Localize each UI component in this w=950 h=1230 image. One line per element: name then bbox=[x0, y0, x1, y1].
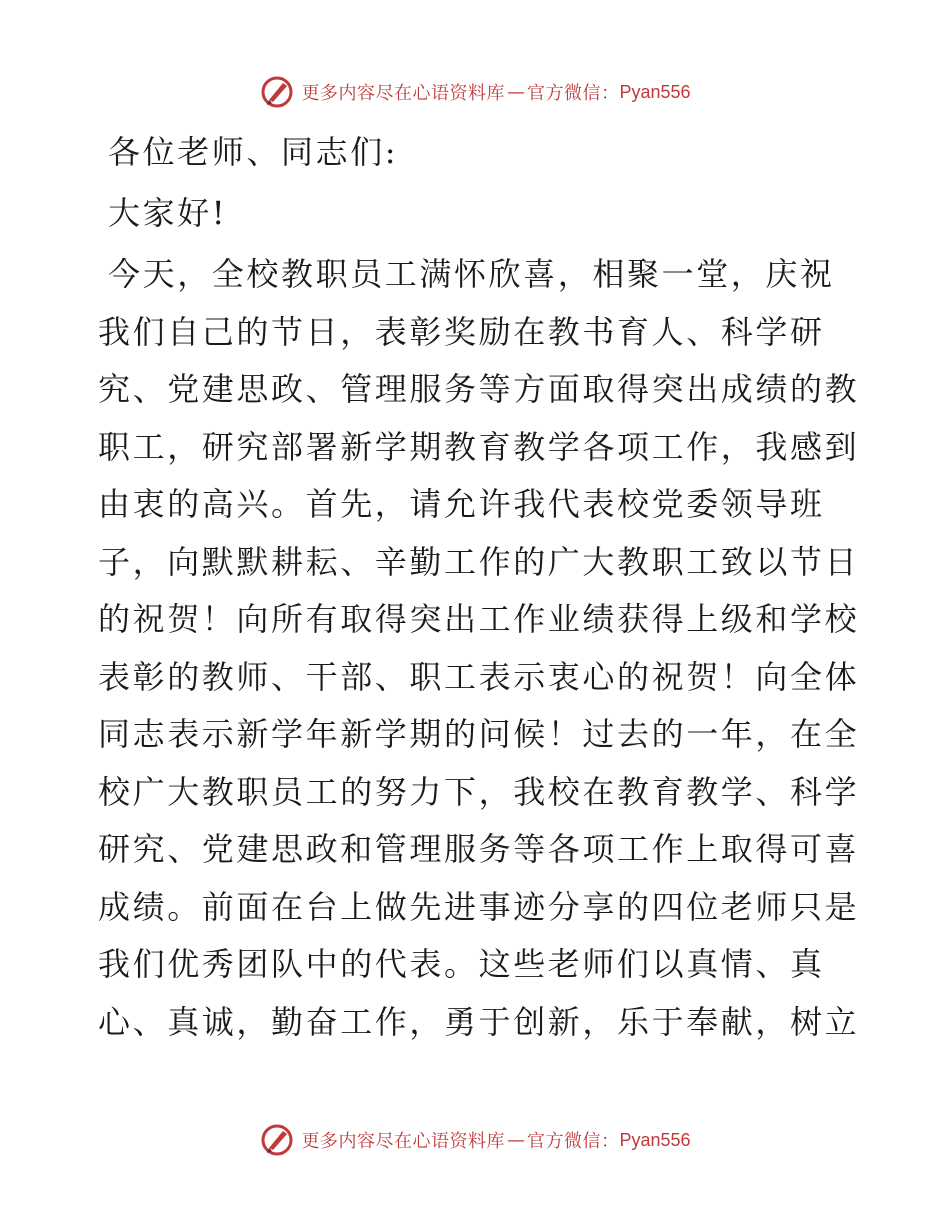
watermark-separator: — bbox=[506, 1129, 525, 1151]
paragraph-line: 成绩。前面在台上做先进事迹分享的四位老师只是 bbox=[98, 887, 860, 926]
watermark-label: 官方微信： bbox=[526, 1131, 620, 1152]
watermark-text: 更多内容尽在心语资料库 bbox=[301, 83, 505, 104]
paragraph-line: 职工，研究部署新学期教育教学各项工作，我感到 bbox=[98, 427, 860, 466]
paragraph-line: 我们自己的节日，表彰奖励在教书育人、科学研 bbox=[98, 312, 825, 351]
paragraph-line: 校广大教职员工的努力下，我校在教育教学、科学 bbox=[98, 772, 860, 811]
watermark-handle: Pyan556 bbox=[619, 81, 691, 102]
watermark-handle: Pyan556 bbox=[619, 1129, 691, 1150]
paragraph-line: 我们优秀团队中的代表。这些老师们以真情、真 bbox=[98, 945, 825, 983]
hello-line: 大家好! bbox=[108, 193, 228, 232]
paragraph-line: 由衷的高兴。首先，请允许我代表校党委领导班 bbox=[98, 485, 825, 523]
pen-circle-logo-icon bbox=[259, 74, 295, 110]
document-body bbox=[98, 124, 858, 1051]
paragraph-line: 心、真诚，勤奋工作，勇于创新，乐于奉献，树立 bbox=[98, 1002, 860, 1041]
pen-circle-logo-icon bbox=[259, 1122, 295, 1158]
paragraph-line: 究、党建思政、管理服务等方面取得突出成绩的教 bbox=[98, 370, 860, 408]
salutation: 各位老师、同志们: bbox=[108, 133, 399, 171]
speech-paragraph bbox=[98, 246, 858, 1051]
paragraph-line: 同志表示新学年新学期的问候！过去的一年，在全 bbox=[98, 715, 860, 753]
paragraph-line: 今天，全校教职员工满怀欣喜，相聚一堂，庆祝 bbox=[108, 255, 835, 293]
header-watermark bbox=[0, 70, 950, 114]
paragraph-line: 表彰的教师、干部、职工表示衷心的祝贺！向全体 bbox=[98, 657, 860, 696]
paragraph-line: 子，向默默耕耘、辛勤工作的广大教职工致以节日 bbox=[98, 542, 860, 581]
paragraph-line: 研究、党建思政和管理服务等各项工作上取得可喜 bbox=[98, 830, 860, 868]
watermark-label: 官方微信： bbox=[526, 83, 620, 104]
paragraph-line: 的祝贺！向所有取得突出工作业绩获得上级和学校 bbox=[98, 600, 860, 638]
watermark-text: 更多内容尽在心语资料库 bbox=[301, 1131, 505, 1152]
footer-watermark bbox=[0, 1118, 950, 1162]
watermark-separator: — bbox=[506, 81, 525, 103]
